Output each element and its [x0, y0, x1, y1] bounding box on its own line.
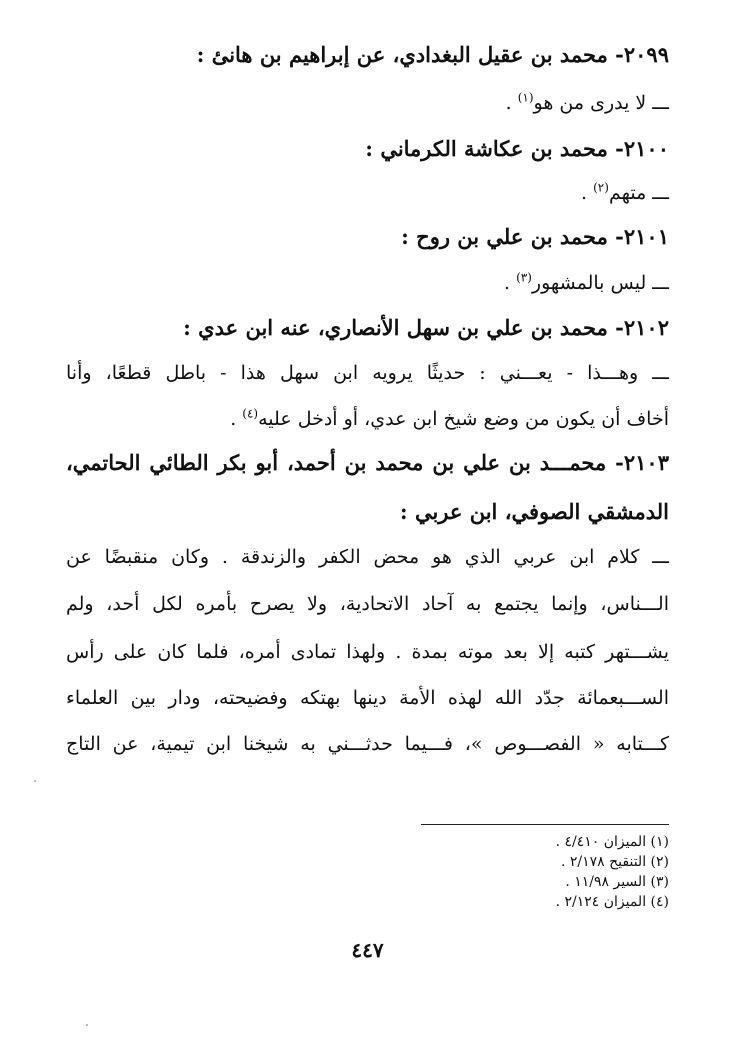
- footnote-ref[interactable]: (٣): [516, 270, 532, 285]
- entry-text-2103-line-1: ـــ كلام ابن عربي الذي هو محض الكفر والزندقة . وكان منقبضًا عن: [66, 546, 669, 568]
- entry-text-2103-line-5: كـــتابه « الفصـــوص »، فـــيما حدثـــني به شيخنا ابن تيمية، عن التاج: [66, 733, 669, 755]
- footnote-ref[interactable]: (٤): [242, 406, 259, 421]
- entry-text-2100: ـــ متهم$^{(٢)}$ .: [581, 180, 669, 204]
- entry-heading-2099: ٢٠٩٩- محمد بن عقيل البغدادي، عن إبراهيم بن هانئ :: [196, 42, 669, 67]
- page-number: ٤٤٧: [351, 938, 384, 962]
- entry-text-2102-line-2: أخاف أن يكون من وضع شيخ ابن عدي، أو أدخل عليه$^{(٤)}$ .: [230, 406, 669, 430]
- entry-heading-2103: ٢١٠٣- محمـــد بن علي بن محمد بن أحمد، أبو بكر الطائي الحاتمي،: [66, 450, 669, 475]
- footnote-1: (١) الميزان ٤/٤١٠ .: [555, 834, 669, 850]
- entry-heading-2102: ٢١٠٢- محمد بن علي بن سهل الأنصاري، عنه ابن عدي :: [183, 315, 669, 340]
- entry-text-2099: ـــ لا يدرى من هو$^{(١)}$ .: [505, 90, 669, 114]
- footnote-ref[interactable]: (١): [517, 90, 534, 105]
- entry-text-2101: ـــ ليس بالمشهور$^{(٣)}$ .: [504, 270, 669, 294]
- footnote-3: (٣) السير ١١/٩٨ .: [565, 874, 669, 890]
- footnote-4: (٤) الميزان ٢/١٢٤ .: [555, 894, 669, 910]
- footnote-2: (٢) التنقيح ٢/١٧٨ .: [560, 854, 669, 870]
- entry-text-2103-line-3: يشـــتهر كتبه إلا بعد موته بمدة . ولهذا تمادى أمره، فلما كان على رأس: [66, 641, 669, 663]
- entry-text-2103-line-2: الـــناس، وإنما يجتمع به آحاد الاتحادية، ولا يصرح بأمره لكل أحد، ولم: [66, 593, 669, 615]
- entry-text-2102-line-1: ـــ وهـــذا - يعـــني : حديثًا يرويه ابن سهل هذا - باطل قطعًا، وأنا: [66, 362, 669, 384]
- entry-heading-2103-cont: الدمشقي الصوفي، ابن عربي :: [399, 499, 669, 524]
- footnote-ref[interactable]: (٢): [593, 180, 609, 195]
- entry-heading-2101: ٢١٠١- محمد بن علي بن روح :: [401, 224, 669, 249]
- entry-heading-2100: ٢١٠٠- محمد بن عكاشة الكرماني :: [365, 136, 669, 161]
- scan-speck: [34, 780, 36, 782]
- footnote-divider: [421, 824, 669, 825]
- scan-speck: [86, 1024, 88, 1026]
- entry-text-2103-line-4: الســـبعمائة جدّد الله لهذه الأمة دينها بهتكه وفضيحته، ودار بين العلماء: [66, 687, 669, 709]
